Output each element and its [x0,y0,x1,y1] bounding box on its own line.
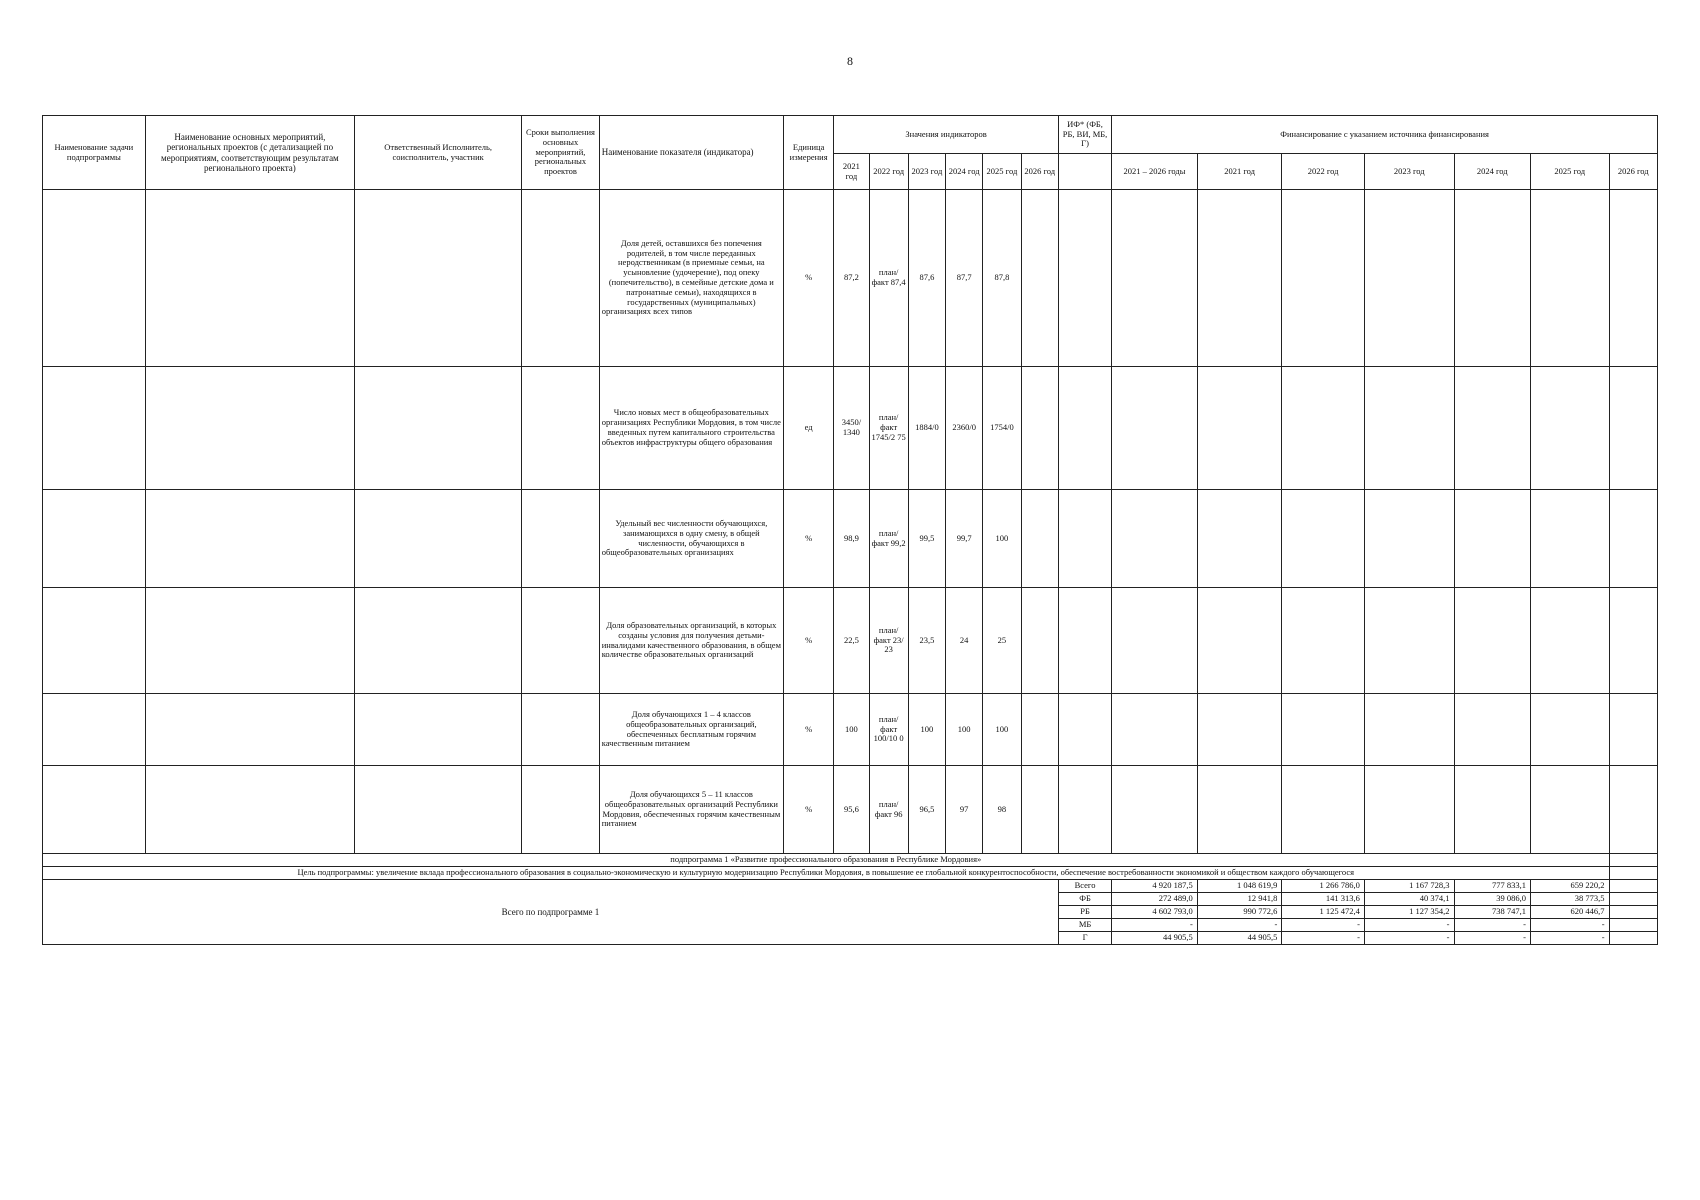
col-fin-2023: 2023 год [1364,154,1454,190]
value-2021: 3450/ 1340 [834,367,869,490]
finance-2022: 1 125 472,4 [1282,905,1365,918]
value-2023: 1884/0 [908,367,945,490]
col-year-2024: 2024 год [946,154,983,190]
indicator-unit: % [783,190,833,367]
value-2024: 24 [946,588,983,694]
subprogram-title-row [43,854,1658,867]
header-row-1 [43,116,1658,154]
value-2022: план/ факт 99,2 [869,490,908,588]
value-2025: 87,8 [983,190,1021,367]
finance-total: 4 602 793,0 [1112,905,1198,918]
value-2023: 87,6 [908,190,945,367]
value-2022: план/ факт 87,4 [869,190,908,367]
value-2023: 23,5 [908,588,945,694]
value-2025: 100 [983,694,1021,766]
value-2024: 97 [946,766,983,854]
finance-row [43,879,1658,892]
finance-source: Г [1058,931,1111,944]
finance-total: 272 489,0 [1112,892,1198,905]
col-fin-2026: 2026 год [1609,154,1657,190]
subprogram-title: подпрограмма 1 «Развитие профессионального образования в Республике Мордовия» [43,854,1610,867]
col-year-2026: 2026 год [1021,154,1058,190]
finance-source: МБ [1058,918,1111,931]
value-2024: 2360/0 [946,367,983,490]
value-2022: план/ факт 100/10 0 [869,694,908,766]
value-2023: 99,5 [908,490,945,588]
subprogram-goal: Цель подпрограммы: увеличение вклада профессионального образования в социально-экономическую и культурную модернизацию Республики Мордовия, в повышение ее глобальной конкурентоспособности, обеспечение востребованности экономикой и обществом каждого обучающегося [43,867,1610,880]
col-task: Наименование задачи подпрограммы [43,116,146,190]
finance-total: 44 905,5 [1112,931,1198,944]
finance-2022: 141 313,6 [1282,892,1365,905]
value-2021: 87,2 [834,190,869,367]
finance-2023: 40 374,1 [1364,892,1454,905]
col-fin-2021: 2021 год [1197,154,1282,190]
col-deadline: Сроки выполнения основных мероприятий, региональных проектов [522,116,600,190]
indicator-name: Доля обучающихся 5 – 11 классов общеобразовательных организаций Республики Мордовия, обеспеченных горячим качественным питанием [599,766,783,854]
value-2021: 98,9 [834,490,869,588]
col-year-2023: 2023 год [908,154,945,190]
indicator-unit: % [783,694,833,766]
finance-2024: - [1454,931,1531,944]
col-year-2021: 2021 год [834,154,869,190]
col-indicator: Наименование показателя (индикатора) [599,116,783,190]
indicator-row [43,367,1658,490]
finance-source: РБ [1058,905,1111,918]
finance-2024: 738 747,1 [1454,905,1531,918]
finance-2023: 1 127 354,2 [1364,905,1454,918]
indicator-unit: % [783,588,833,694]
finance-2024: - [1454,918,1531,931]
subprogram-total-label: Всего по подпрограмме 1 [43,879,1059,944]
finance-2022: - [1282,918,1365,931]
finance-2022: 1 266 786,0 [1282,879,1365,892]
finance-2026 [1609,892,1657,905]
value-2024: 99,7 [946,490,983,588]
value-2022: план/ факт 1745/2 75 [869,367,908,490]
finance-2023: 1 167 728,3 [1364,879,1454,892]
value-2022: план/ факт 96 [869,766,908,854]
col-unit: Единица измерения [783,116,833,190]
finance-2025: 38 773,5 [1531,892,1610,905]
col-executor: Ответственный Исполнитель, соисполнитель, участник [355,116,522,190]
col-finance-group: Финансирование с указанием источника финансирования [1112,116,1658,154]
finance-2025: 620 446,7 [1531,905,1610,918]
col-source-empty [1058,154,1111,190]
value-2026 [1021,766,1058,854]
finance-2021: 1 048 619,9 [1197,879,1282,892]
finance-2026 [1609,905,1657,918]
indicator-unit: % [783,766,833,854]
value-2021: 95,6 [834,766,869,854]
finance-2025: - [1531,918,1610,931]
indicator-unit: ед [783,367,833,490]
indicator-row [43,190,1658,367]
finance-2026 [1609,931,1657,944]
value-2022: план/ факт 23/ 23 [869,588,908,694]
col-year-2025: 2025 год [983,154,1021,190]
finance-source: ФБ [1058,892,1111,905]
finance-2021: 990 772,6 [1197,905,1282,918]
finance-2023: - [1364,918,1454,931]
finance-2025: 659 220,2 [1531,879,1610,892]
value-2021: 22,5 [834,588,869,694]
page-number: 8 [847,54,853,68]
indicator-name: Число новых мест в общеобразовательных организациях Республики Мордовия, в том числе введенных путем капитального строительства объектов инфраструктуры общего образования [599,367,783,490]
indicator-name: Доля детей, оставшихся без попечения родителей, в том числе переданных неродственникам (в приемные семьи, на усыновление (удочерение), под опеку (попечительство), в семейные детские дома и патронатные семьи), находящихся в государственных (муниципальных) организациях всех типов [599,190,783,367]
col-fin-total: 2021 – 2026 годы [1112,154,1198,190]
col-source: ИФ* (ФБ, РБ, ВИ, МБ, Г) [1058,116,1111,154]
finance-2026 [1609,879,1657,892]
value-2026 [1021,694,1058,766]
finance-2021: - [1197,918,1282,931]
value-2023: 96,5 [908,766,945,854]
value-2024: 100 [946,694,983,766]
indicator-name: Доля образовательных организаций, в которых созданы условия для получения детьми-инвалидами качественного образования, в общем количестве образовательных организаций [599,588,783,694]
indicator-row [43,490,1658,588]
subprogram-goal-row [43,867,1658,880]
finance-2026 [1609,918,1657,931]
col-values-group: Значения индикаторов [834,116,1059,154]
col-measures: Наименование основных мероприятий, региональных проектов (с детализацией по мероприятиям, соответствующим результатам регионального проекта) [145,116,354,190]
finance-2021: 44 905,5 [1197,931,1282,944]
value-2026 [1021,490,1058,588]
value-2021: 100 [834,694,869,766]
indicator-row [43,694,1658,766]
value-2023: 100 [908,694,945,766]
value-2026 [1021,588,1058,694]
value-2024: 87,7 [946,190,983,367]
finance-source: Всего [1058,879,1111,892]
indicator-row [43,766,1658,854]
indicator-row [43,588,1658,694]
value-2025: 98 [983,766,1021,854]
finance-2021: 12 941,8 [1197,892,1282,905]
indicator-name: Удельный вес численности обучающихся, занимающихся в одну смену, в общей численности, обучающихся в общеобразовательных организациях [599,490,783,588]
value-2025: 25 [983,588,1021,694]
finance-total: - [1112,918,1198,931]
finance-2025: - [1531,931,1610,944]
indicator-name: Доля обучающихся 1 – 4 классов общеобразовательных организаций, обеспеченных бесплатным горячим качественным питанием [599,694,783,766]
col-fin-2022: 2022 год [1282,154,1365,190]
indicator-unit: % [783,490,833,588]
col-fin-2025: 2025 год [1531,154,1610,190]
indicators-finance-table [42,115,1658,945]
value-2026 [1021,367,1058,490]
col-year-2022: 2022 год [869,154,908,190]
finance-2024: 777 833,1 [1454,879,1531,892]
value-2025: 100 [983,490,1021,588]
finance-2022: - [1282,931,1365,944]
finance-2024: 39 086,0 [1454,892,1531,905]
value-2026 [1021,190,1058,367]
finance-total: 4 920 187,5 [1112,879,1198,892]
finance-2023: - [1364,931,1454,944]
col-fin-2024: 2024 год [1454,154,1531,190]
value-2025: 1754/0 [983,367,1021,490]
